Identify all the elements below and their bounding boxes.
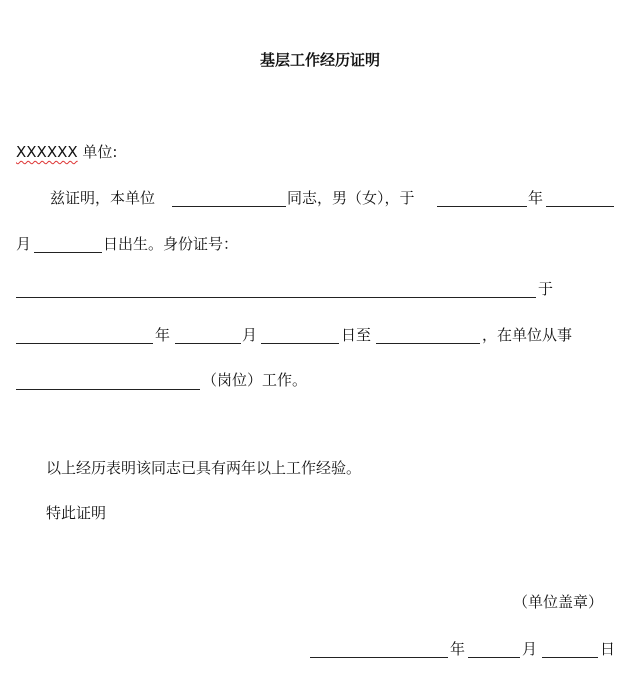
addressee-name: XXXXXX (16, 143, 78, 161)
blank-id-number[interactable] (16, 297, 536, 298)
date-month-label: 月 (522, 640, 538, 658)
page-title: 基层工作经历证明 (259, 51, 380, 69)
line1-text-b: 同志，男（女），于 (287, 189, 415, 207)
line4-text-d: ，在单位从事 (482, 326, 573, 344)
blank-start-month[interactable] (175, 343, 241, 344)
blank-position[interactable] (16, 389, 200, 390)
addressee (16, 142, 117, 162)
seal-note: （单位盖章） (513, 593, 604, 611)
addressee-suffix: 单位: (77, 143, 118, 161)
blank-sign-day[interactable] (542, 657, 598, 658)
blank-birth-day[interactable] (34, 252, 102, 253)
line2-text-b: 日出生。身份证号： (103, 235, 239, 253)
line1-text-a: 兹证明，本单位 (50, 189, 156, 207)
blank-sign-year[interactable] (310, 657, 448, 658)
blank-name[interactable] (172, 206, 286, 207)
statement: 以上经历表明该同志已具有两年以上工作经验。 (46, 459, 362, 477)
blank-birth-year[interactable] (437, 206, 527, 207)
line5-text-a: （岗位）工作。 (202, 371, 308, 389)
line2-text-a: 月 (16, 235, 32, 253)
date-year-label: 年 (450, 640, 466, 658)
blank-birth-month[interactable] (546, 206, 614, 207)
blank-sign-month[interactable] (468, 657, 520, 658)
blank-start-day[interactable] (261, 343, 339, 344)
blank-start-year[interactable] (16, 343, 153, 344)
line1-text-c: 年 (528, 189, 544, 207)
line4-text-b: 月 (242, 326, 258, 344)
blank-end-date[interactable] (376, 343, 480, 344)
line3-text-a: 于 (538, 280, 554, 298)
line4-text-c: 日至 (341, 326, 372, 344)
line4-text-a: 年 (155, 326, 171, 344)
closing: 特此证明 (46, 504, 107, 522)
date-day-label: 日 (600, 640, 616, 658)
